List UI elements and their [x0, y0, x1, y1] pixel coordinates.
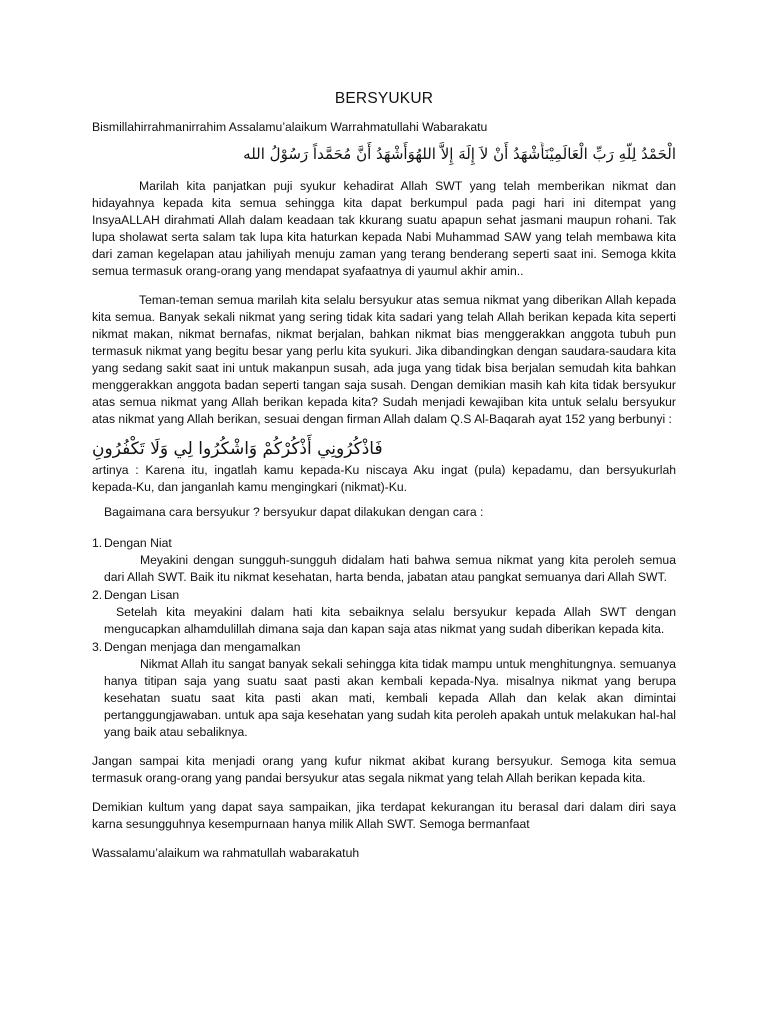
paragraph-gratitude: Teman-teman semua marilah kita selalu bersyukur atas semua nikmat yang diberikan Allah kepada kita semua. Banyak sekali nikmat yang sering tidak kita sadari yang telah Allah berikan kepada kita seperti nikmat makan, nikmat bernafas, nikmat berjalan, bahkan nikmat bias menggerakkan anggota tubuh pun termasuk nikmat yang begitu besar yang perlu kita syukuri. Jika dibandingkan dengan saudara-saudara kita yang sedang sakit saat ini untuk makanpun susah, ada juga yang tidak bisa berjalan semudah kita bahkan menggerakkan anggota badan seperti tangan saja susah. Dengan demikian masih kah kita tidak bersyukur atas semua nikmat yang Allah berikan kepada kita? Sudah menjadi kewajiban kita untuk selalu bersyukur atas nikmat yang Allah berikan, sesuai dengan firman Allah dalam Q.S Al-Baqarah ayat 152 yang berbunyi :: [92, 293, 676, 426]
list-item-body: Meyakini dengan sungguh-sungguh didalam hati bahwa semua nikmat yang kita peroleh semua dari Allah SWT. Baik itu nikmat kesehatan, harta benda, jabatan atau pangkat semuanya dari Allah SWT.: [104, 553, 676, 584]
paragraph-opening: Marilah kita panjatkan puji syukur kehadirat Allah SWT yang telah memberikan nikmat dan hidayahnya kepada kita semua sehingga kita dapat berkumpul pada pagi hari ini ditempat yang InsyaALLAH dirahmati Allah dalam keadaan tak kkurang suatu apapun sehat jasmani maupun rohani. Tak lupa sholawat serta salam tak lupa kita haturkan kepada Nabi Muhammad SAW yang telah membawa kita dari zaman kegelapan atau jahiliyah menuju zaman yang terang benderang seperti saat ini. Semoga kkita semua termasuk orang-orang yang mendapat syafaatnya di yaumul akhir amin..: [92, 179, 676, 278]
list-item-number: 1.: [92, 536, 103, 550]
list-item-body: Setelah kita meyakini dalam hati kita sebaiknya selalu bersyukur kepada Allah SWT dengan mengucapkan alhamdulillah dimana saja dan kapan saja atas nikmat yang sudah diberikan kepada kita.: [104, 605, 676, 636]
list-item-heading: Dengan Niat: [104, 536, 172, 550]
closing-salutation: Wassalamu’alaikum wa rahmatullah wabarakatuh: [92, 846, 360, 860]
closing-paragraph-apology: Demikian kultum yang dapat saya sampaikan, jika terdapat kekurangan itu berasal dari dalam diri saya karna sesungguhnya kesempurnaan hanya milik Allah SWT. Semoga bermanfaat: [92, 800, 676, 831]
document-page: [92, 90, 676, 874]
list-item-body: Nikmat Allah itu sangat banyak sekali sehingga kita tidak mampu untuk menghitungnya. semuanya hanya titipan saja yang suatu saat pasti akan kembali kepada-Nya. misalnya nikmat yang berupa kesehatan suatu saat kita pasti akan mati, kembali kepada Allah dan kelak akan dimintai pertanggungjawaban. untuk apa saja kesehatan yang sudah kita peroleh apakah untuk melakukan hal-hal yang baik atau sebaliknya.: [104, 657, 676, 739]
list-item: [92, 587, 676, 638]
list-item-number: 2.: [92, 588, 103, 602]
list-intro: Bagaimana cara bersyukur ? bersyukur dapat dilakukan dengan cara :: [104, 505, 484, 519]
verse-translation: artinya : Karena itu, ingatlah kamu kepada-Ku niscaya Aku ingat (pula) kepadamu, dan bersyukurlah kepada-Ku, dan janganlah kamu mengingkari (nikmat)-Ku.: [92, 463, 676, 494]
method-list: [92, 535, 676, 741]
document-title: BERSYUKUR: [334, 90, 434, 107]
list-item: [92, 639, 676, 741]
closing-paragraph-advice: Jangan sampai kita menjadi orang yang kufur nikmat akibat kurang bersyukur. Semoga kita semua termasuk orang-orang yang pandai bersyukur atas segala nikmat yang telah Allah berikan kepada kita.: [92, 754, 676, 785]
arabic-opening: الْحَمْدُ لِلّهِ رَبِّ الْعَالَمِيْنَأَشْهَدُ أَنْ لاَ إِلَهَ إِلاَّ اللهُوَأَشْهَدُ أَنَّ مُحَمَّداً رَسُوْلُ الله: [243, 145, 676, 163]
list-item-heading: Dengan Lisan: [104, 588, 180, 602]
list-item-number: 3.: [92, 640, 103, 654]
quran-verse-arabic: فَاذْكُرُونِي أَذْكُرْكُمْ وَاشْكُرُوا لِي وَلَا تَكْفُرُونِ: [92, 439, 383, 459]
list-item: [92, 535, 676, 586]
list-item-heading: Dengan menjaga dan mengamalkan: [104, 640, 301, 654]
greeting-line: Bismillahirrahmanirrahim Assalamu’alaikum Warrahmatullahi Wabarakatu: [92, 120, 488, 134]
